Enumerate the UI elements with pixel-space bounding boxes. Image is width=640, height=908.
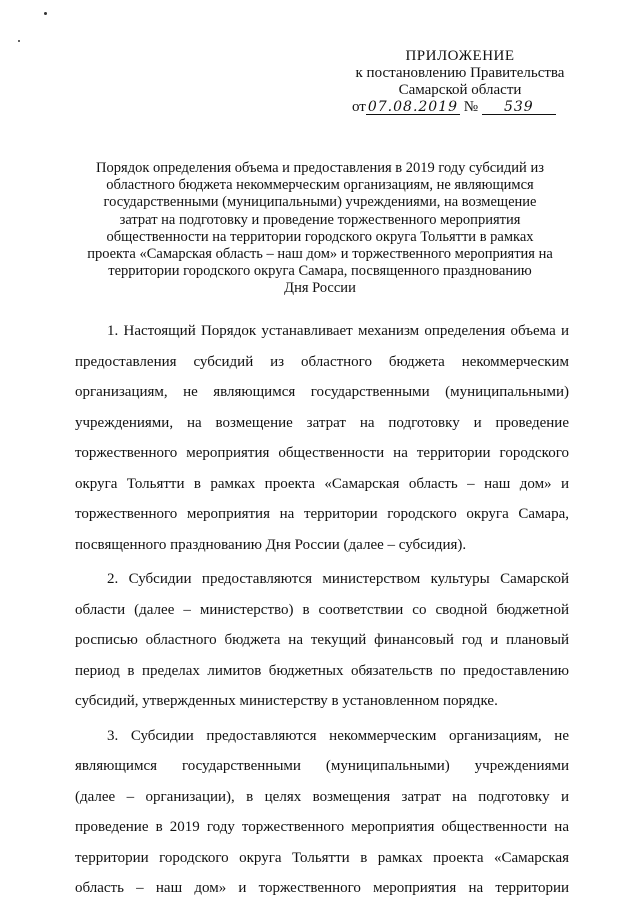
document-title <box>60 160 580 298</box>
text-line: торжественного мероприятия общественности на территории городского <box>75 445 569 461</box>
text-line: росписью областного бюджета на текущий финансовый год и плановый <box>75 632 569 648</box>
title-line: затрат на подготовку и проведение торжественного мероприятия <box>119 211 521 228</box>
scan-dot <box>18 40 20 42</box>
title-line: государственными (муниципальными) учреждениями, на возмещение <box>103 194 537 211</box>
text-line: 1. Настоящий Порядок устанавливает механизм определения объема и <box>107 323 569 339</box>
title-line: общественности на территории городского округа Тольятти в рамках <box>106 228 534 245</box>
number-label: № <box>463 99 479 115</box>
document-body <box>75 316 569 908</box>
from-label: от <box>352 99 366 115</box>
text-line: 2. Субсидии предоставляются министерством культуры Самарской <box>107 571 569 587</box>
paragraph-2 <box>75 564 569 717</box>
handwritten-number: 539 <box>482 100 556 115</box>
region-name: Самарской области <box>398 82 522 98</box>
scan-dot <box>44 12 47 15</box>
text-line: организациям, не являющимся государственными (муниципальными) <box>75 384 569 400</box>
text-line: являющимся государственными (муниципальными) учреждениями <box>75 758 569 774</box>
paragraph-3 <box>75 721 569 904</box>
date-number-line <box>340 99 580 116</box>
text-line: период в пределах лимитов бюджетных обязательств по предоставлению <box>75 662 569 679</box>
text-line: торжественного мероприятия на территории городского округа Самара, <box>75 506 569 522</box>
text-line: субсидий, утвержденных министерству в установленном порядке. <box>75 693 498 709</box>
text-line: области (далее – министерство) в соответствии со сводной бюджетной <box>75 601 569 618</box>
text-line: предоставления субсидий из областного бюджета некоммерческим <box>75 353 569 370</box>
text-line: область – наш дом» и торжественного мероприятия на территории <box>75 880 569 896</box>
text-line: посвященного празднованию Дня России (далее – субсидия). <box>75 536 467 553</box>
text-line: округа Тольятти в рамках проекта «Самарская область – наш дом» и <box>75 475 569 492</box>
title-line: территории городского округа Самара, посвященного празднованию <box>108 263 532 280</box>
title-line: Порядок определения объема и предоставления в 2019 году субсидий из <box>96 160 544 176</box>
appendix-title: ПРИЛОЖЕНИЕ <box>405 48 515 64</box>
text-line: 3. Субсидии предоставляются некоммерческим организациям, не <box>107 727 569 744</box>
title-line: проекта «Самарская область – наш дом» и торжественного мероприятия на <box>87 246 553 263</box>
paragraph-1 <box>75 316 569 560</box>
text-line: учреждениями, на возмещение затрат на подготовку и проведение <box>75 414 569 431</box>
title-line: Дня России <box>284 280 356 297</box>
handwritten-date: 07.08.2019 <box>367 99 459 115</box>
decree-reference: к постановлению Правительства <box>355 65 565 81</box>
title-line: областного бюджета некоммерческим организациям, не являющимся <box>106 177 534 194</box>
text-line: (далее – организации), в целях возмещения затрат на подготовку и <box>75 788 569 805</box>
text-line: территории городского округа Тольятти в рамках проекта «Самарская <box>75 849 569 866</box>
appendix-header <box>340 48 580 116</box>
text-line: проведение в 2019 году торжественного мероприятия общественности на <box>75 819 569 835</box>
